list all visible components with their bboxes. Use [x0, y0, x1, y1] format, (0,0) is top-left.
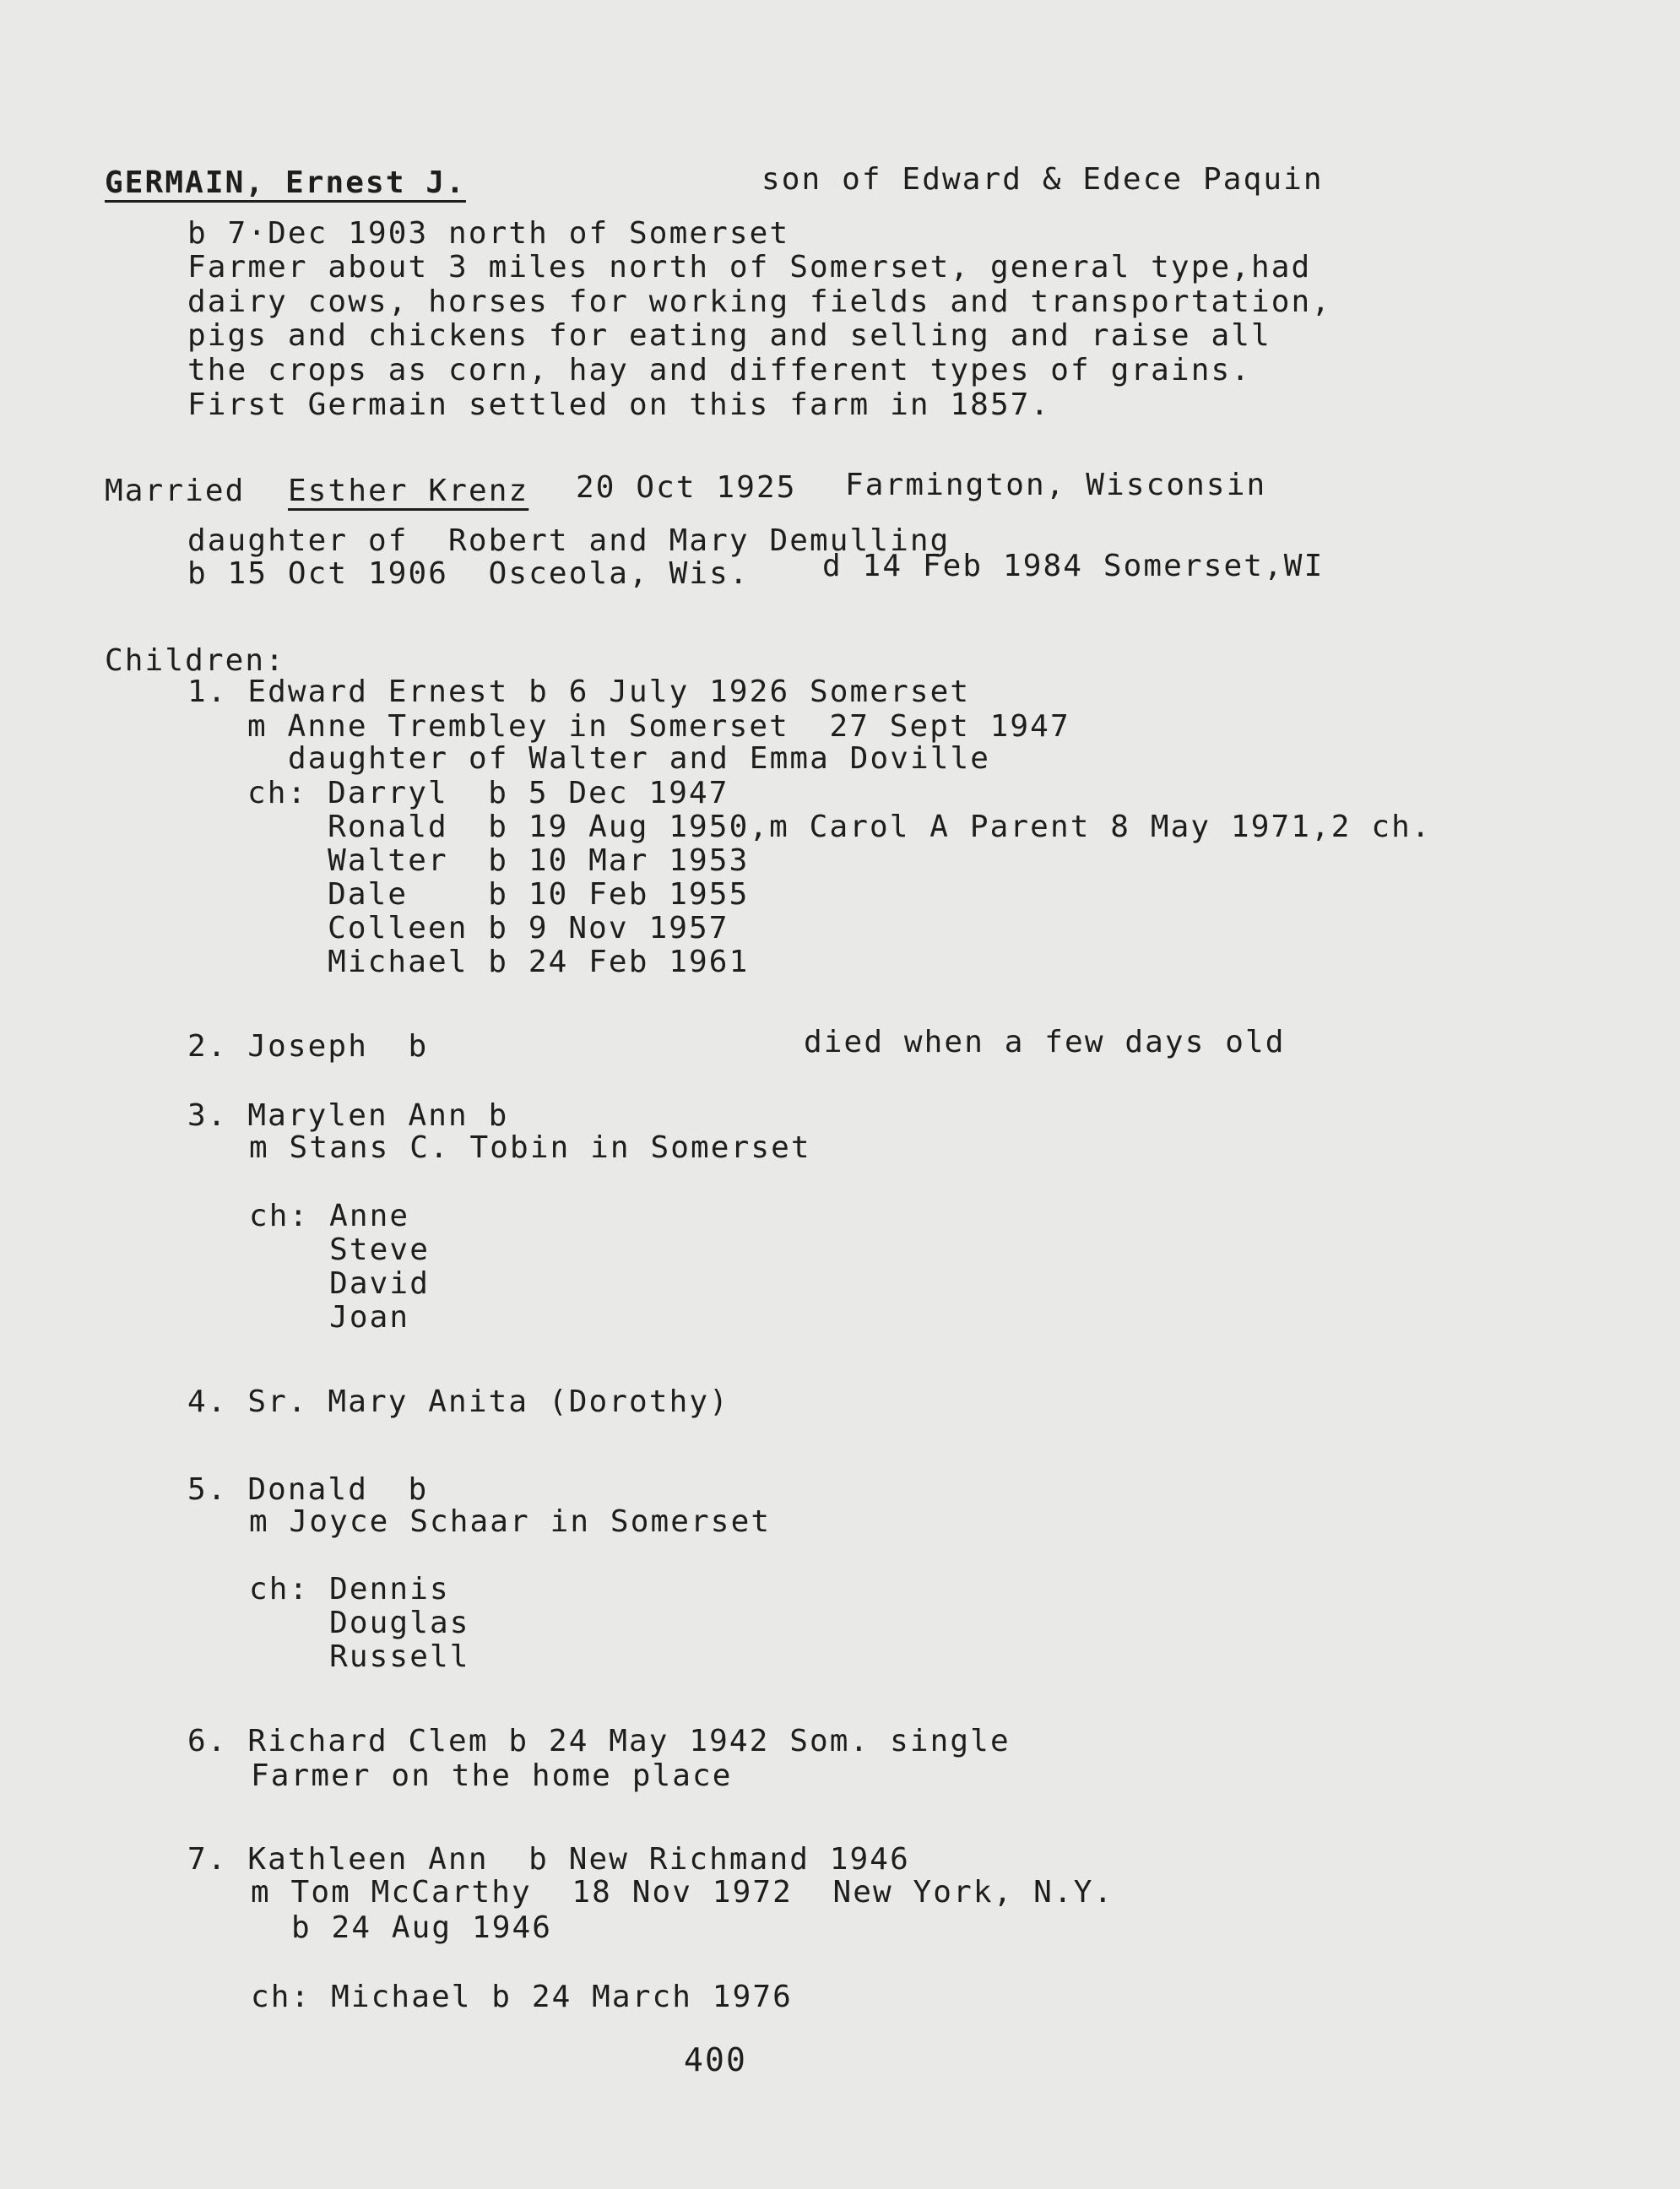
spouse-death: d 14 Feb 1984 Somerset,WI: [822, 549, 1325, 583]
grandchild-line: Michael b 24 Feb 1961: [247, 945, 750, 979]
grandchild-line: Colleen b 9 Nov 1957: [247, 911, 729, 945]
child-spouse: m Anne Trembley in Somerset 27 Sept 1947: [247, 709, 1070, 744]
grandchild-line: David: [249, 1266, 430, 1301]
bio-line: First Germain settled on this farm in 1857.: [187, 387, 1051, 422]
marriage-date: 20 Oct 1925: [576, 470, 797, 505]
bio-line: the crops as corn, hay and different types of grains.: [187, 353, 1252, 387]
bio-line: b 7·Dec 1903 north of Somerset: [187, 216, 790, 251]
bio-line: dairy cows, horses for working fields and transportation,: [187, 284, 1332, 319]
grandchild-line: Russell: [249, 1639, 470, 1674]
child-entry: 7. Kathleen Ann b New Richmand 1946: [187, 1842, 910, 1877]
child-spouse: m Joyce Schaar in Somerset: [249, 1504, 772, 1539]
spouse-parents: daughter of Robert and Mary Demulling: [187, 523, 951, 558]
grandchild-line: Ronald b 19 Aug 1950,m Carol A Parent 8 May 1971,2 ch.: [247, 810, 1432, 844]
grandchild-line: ch: Darryl b 5 Dec 1947: [247, 776, 729, 810]
spouse-birth: b 15 Oct 1906 Osceola, Wis.: [187, 556, 750, 591]
child-entry: 2. Joseph b: [187, 1029, 429, 1064]
child-occupation: Farmer on the home place: [251, 1758, 733, 1793]
grandchild-line: ch: Michael b 24 March 1976: [251, 1980, 793, 2014]
child-note: died when a few days old: [804, 1025, 1286, 1059]
grandchild-line: ch: Dennis: [249, 1572, 450, 1607]
child-entry: 5. Donald b: [187, 1472, 429, 1507]
married-label: Married: [105, 474, 246, 508]
child-spouse: m Stans C. Tobin in Somerset: [249, 1130, 811, 1165]
child-spouse-birth: b 24 Aug 1946: [291, 1910, 553, 1945]
child-entry: 6. Richard Clem b 24 May 1942 Som. single: [187, 1724, 1011, 1758]
child-entry: 1. Edward Ernest b 6 July 1926 Somerset: [187, 675, 971, 709]
children-label: Children:: [105, 643, 285, 678]
child-entry: 3. Marylen Ann b: [187, 1098, 509, 1133]
marriage-place: Farmington, Wisconsin: [845, 468, 1267, 502]
person-name: GERMAIN, Ernest J.: [105, 165, 466, 200]
bio-line: pigs and chickens for eating and selling and raise all: [187, 318, 1271, 353]
bio-line: Farmer about 3 miles north of Somerset, general type,had: [187, 250, 1312, 284]
child-entry: 4. Sr. Mary Anita (Dorothy): [187, 1384, 729, 1419]
child-spouse: m Tom McCarthy 18 Nov 1972 New York, N.Y.: [251, 1875, 1114, 1910]
grandchild-line: Dale b 10 Feb 1955: [247, 877, 750, 912]
grandchild-line: Douglas: [249, 1606, 470, 1640]
grandchild-line: Steve: [249, 1233, 430, 1267]
grandchild-line: ch: Anne: [249, 1199, 410, 1233]
grandchild-line: Walter b 10 Mar 1953: [247, 843, 750, 878]
child-spouse-parents: daughter of Walter and Emma Doville: [288, 741, 991, 776]
grandchild-line: Joan: [249, 1300, 410, 1335]
spouse-name: Esther Krenz: [288, 474, 529, 508]
parents-line: son of Edward & Edece Paquin: [761, 162, 1324, 197]
page-number: 400: [684, 2041, 747, 2078]
